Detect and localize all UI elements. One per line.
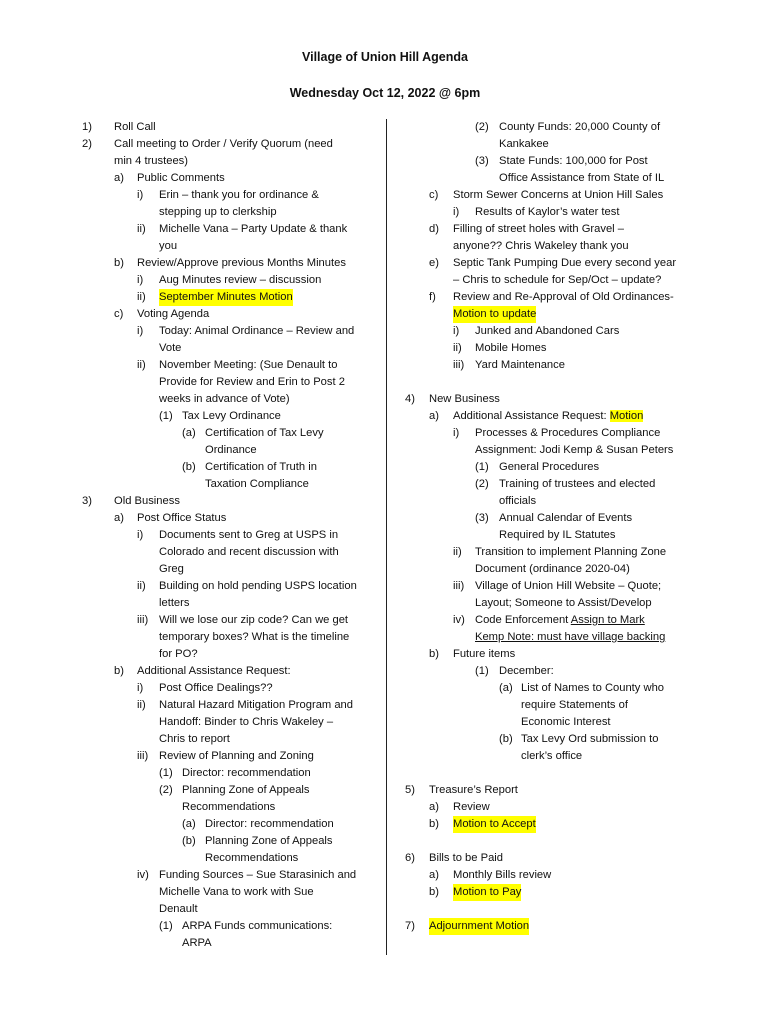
- list-text: Today: Animal Ordinance – Review and: [159, 325, 355, 337]
- agenda-item-motion-accept: [405, 816, 695, 833]
- list-text: Monthly Bills review: [453, 869, 552, 881]
- list-text: Review and Re-Approval of Old Ordinances-: [453, 291, 674, 303]
- list-marker: (2): [475, 121, 489, 133]
- list-marker: ii): [137, 223, 146, 235]
- list-text: Erin – thank you for ordinance &: [159, 189, 319, 201]
- agenda-item-street-holes: [405, 221, 695, 238]
- column-divider: [386, 119, 387, 955]
- agenda-item-state-funds: [405, 153, 695, 170]
- list-marker: a): [429, 410, 439, 422]
- agenda-item-continuation: [405, 697, 695, 714]
- agenda-item-continuation: [405, 595, 695, 612]
- list-text: Planning Zone of Appeals: [205, 835, 333, 847]
- list-text: Building on hold pending USPS location: [159, 580, 357, 592]
- list-text: Colorado and recent discussion with: [159, 546, 339, 558]
- list-text: Ordinance: [205, 444, 257, 456]
- list-text: Tax Levy Ord submission to: [521, 733, 659, 745]
- list-marker: 5): [405, 784, 415, 796]
- list-text: Storm Sewer Concerns at Union Hill Sales: [453, 189, 664, 201]
- list-marker: (a): [182, 427, 196, 439]
- list-marker: iii): [137, 614, 149, 626]
- list-text: Vote: [159, 342, 182, 354]
- list-text: min 4 trustees): [114, 155, 188, 167]
- list-text: – Chris to schedule for Sep/Oct – update?: [453, 274, 662, 286]
- list-marker: (a): [182, 818, 196, 830]
- agenda-item-voting-agenda: [82, 306, 382, 323]
- list-marker: ii): [137, 291, 146, 303]
- list-text: State Funds: 100,000 for Post: [499, 155, 648, 167]
- list-text: Provide for Review and Erin to Post 2: [159, 376, 345, 388]
- list-text: Funding Sources – Sue Starasinich and: [159, 869, 357, 881]
- agenda-item-code-enforcement: [405, 612, 695, 629]
- list-marker: 7): [405, 920, 415, 932]
- agenda-item-continuation: [405, 272, 695, 289]
- list-text: Michelle Vana to work with Sue: [159, 886, 314, 898]
- list-text: Denault: [159, 903, 198, 915]
- list-text: Greg: [159, 563, 184, 575]
- agenda-item-continuation: [405, 561, 695, 578]
- list-text: New Business: [429, 393, 500, 405]
- highlight-motion: Adjournment Motion: [429, 918, 529, 935]
- spacer: [405, 374, 695, 391]
- agenda-item-continuation: [405, 238, 695, 255]
- list-text: Planning Zone of Appeals: [182, 784, 310, 796]
- list-marker: (1): [159, 410, 173, 422]
- agenda-item-zip-code: [82, 612, 382, 629]
- agenda-item-review-minutes: [82, 255, 382, 272]
- agenda-item-continuation: [405, 714, 695, 731]
- agenda-item-zone-appeals-sub: [82, 833, 382, 850]
- list-marker: (b): [182, 835, 196, 847]
- agenda-item-november-meeting: [82, 357, 382, 374]
- list-marker: a): [429, 801, 439, 813]
- list-text: Training of trustees and elected: [499, 478, 656, 490]
- list-text: Yard Maintenance: [475, 359, 565, 371]
- agenda-item-arpa: [82, 918, 382, 935]
- agenda-item-continuation: [82, 629, 382, 646]
- agenda-item-new-business: [405, 391, 695, 408]
- agenda-item-post-office: [82, 510, 382, 527]
- list-text: Mobile Homes: [475, 342, 547, 354]
- list-text: Recommendations: [182, 801, 276, 813]
- document-title: Village of Union Hill Agenda: [302, 50, 468, 64]
- spacer: [405, 901, 695, 918]
- list-text: weeks in advance of Vote): [159, 393, 290, 405]
- list-text: Review: [453, 801, 490, 813]
- list-text: Assignment: Jodi Kemp & Susan Peters: [475, 444, 674, 456]
- list-text: Aug Minutes review – discussion: [159, 274, 322, 286]
- list-marker: ii): [453, 546, 462, 558]
- agenda-item-continuation: [82, 544, 382, 561]
- agenda-item-public-comments: [82, 170, 382, 187]
- list-marker: i): [137, 189, 144, 201]
- highlight-motion: Motion to Pay: [453, 884, 521, 901]
- agenda-item-treasurer-report: [405, 782, 695, 799]
- highlight-motion: Motion to Accept: [453, 816, 536, 833]
- agenda-item-tax-levy-submission: [405, 731, 695, 748]
- list-marker: ii): [453, 342, 462, 354]
- agenda-item-old-ordinances: [405, 289, 695, 306]
- list-text: Layout; Someone to Assist/Develop: [475, 597, 652, 609]
- agenda-item-po-dealings: [82, 680, 382, 697]
- list-marker: b): [429, 818, 439, 830]
- agenda-item-continuation: [82, 391, 382, 408]
- agenda-item-storm-sewer: [405, 187, 695, 204]
- list-marker: iii): [137, 750, 149, 762]
- spacer: [405, 765, 695, 782]
- list-text: Village of Union Hill Website – Quote;: [475, 580, 662, 592]
- list-marker: a): [114, 512, 124, 524]
- list-text: December:: [499, 665, 554, 677]
- list-text: County Funds: 20,000 County of: [499, 121, 661, 133]
- list-text: for PO?: [159, 648, 198, 660]
- list-text: Voting Agenda: [137, 308, 210, 320]
- agenda-item-yard-maintenance: [405, 357, 695, 374]
- list-text: letters: [159, 597, 190, 609]
- list-marker: ii): [137, 699, 146, 711]
- list-marker: iii): [453, 359, 465, 371]
- agenda-item-mobile-homes: [405, 340, 695, 357]
- list-marker: (1): [159, 920, 173, 932]
- agenda-item-junked-cars: [405, 323, 695, 340]
- agenda-item-roll-call: [82, 119, 382, 136]
- list-text: Processes & Procedures Compliance: [475, 427, 661, 439]
- list-text: Roll Call: [114, 121, 156, 133]
- agenda-item-continuation: [82, 935, 382, 952]
- list-marker: iv): [453, 614, 465, 626]
- list-marker: i): [453, 427, 460, 439]
- list-marker: iv): [137, 869, 149, 881]
- list-text: Future items: [453, 648, 516, 660]
- list-marker: b): [429, 886, 439, 898]
- list-marker: 1): [82, 121, 92, 133]
- list-text: General Procedures: [499, 461, 600, 473]
- agenda-item-building-hold: [82, 578, 382, 595]
- agenda-item-continuation: [82, 204, 382, 221]
- list-text: ARPA Funds communications:: [182, 920, 333, 932]
- list-text: Tax Levy Ordinance: [182, 410, 281, 422]
- agenda-item-planning-zone-transition: [405, 544, 695, 561]
- agenda-item-director-rec: [82, 765, 382, 782]
- agenda-item-continuation: [405, 629, 695, 646]
- list-text: Bills to be Paid: [429, 852, 504, 864]
- agenda-item-continuation: [82, 374, 382, 391]
- spacer: [405, 833, 695, 850]
- agenda-item-continuation: [82, 476, 382, 493]
- list-text: Post Office Status: [137, 512, 227, 524]
- agenda-item-continuation: [82, 850, 382, 867]
- list-marker: (b): [499, 733, 513, 745]
- list-text: Additional Assistance Request:: [137, 665, 291, 677]
- list-text: Natural Hazard Mitigation Program and: [159, 699, 354, 711]
- list-marker: (3): [475, 512, 489, 524]
- list-text: Review/Approve previous Months Minutes: [137, 257, 346, 269]
- left-column: [82, 119, 382, 952]
- list-marker: ii): [137, 580, 146, 592]
- agenda-item-annual-calendar: [405, 510, 695, 527]
- list-text: Results of Kaylor’s water test: [475, 206, 620, 218]
- list-marker: i): [137, 529, 144, 541]
- list-text: require Statements of: [521, 699, 628, 711]
- list-marker: d): [429, 223, 439, 235]
- agenda-item-water-test: [405, 204, 695, 221]
- list-text: Required by IL Statutes: [499, 529, 616, 541]
- list-marker: iii): [453, 580, 465, 592]
- agenda-item-training: [405, 476, 695, 493]
- list-marker: i): [137, 325, 144, 337]
- agenda-item-continuation: [405, 170, 695, 187]
- list-text: Call meeting to Order / Verify Quorum (need: [114, 138, 333, 150]
- list-marker: e): [429, 257, 439, 269]
- list-marker: a): [429, 869, 439, 881]
- agenda-item-continuation: [82, 901, 382, 918]
- list-text: November Meeting: (Sue Denault to: [159, 359, 338, 371]
- agenda-item-continuation: [82, 238, 382, 255]
- agenda-item-bills: [405, 850, 695, 867]
- list-text: Director: recommendation: [182, 767, 311, 779]
- agenda-item-usps-documents: [82, 527, 382, 544]
- list-marker: i): [137, 682, 144, 694]
- agenda-item-continuation: [405, 748, 695, 765]
- agenda-item-call-to-order: [82, 136, 382, 153]
- agenda-item-continuation: [405, 442, 695, 459]
- agenda-item-septic-tank: [405, 255, 695, 272]
- agenda-item-continuation: [405, 306, 695, 323]
- list-marker: 3): [82, 495, 92, 507]
- list-text: anyone?? Chris Wakeley thank you: [453, 240, 629, 252]
- agenda-item-continuation: [405, 527, 695, 544]
- agenda-item-michelle: [82, 221, 382, 238]
- agenda-item-continuation: [82, 799, 382, 816]
- agenda-item-animal-ordinance: [82, 323, 382, 340]
- list-text: Documents sent to Greg at USPS in: [159, 529, 339, 541]
- list-marker: 6): [405, 852, 415, 864]
- list-marker: (2): [159, 784, 173, 796]
- agenda-item-review: [405, 799, 695, 816]
- agenda-item-aug-minutes: [82, 272, 382, 289]
- list-text: Certification of Truth in: [205, 461, 317, 473]
- agenda-item-monthly-bills: [405, 867, 695, 884]
- list-text: Junked and Abandoned Cars: [475, 325, 620, 337]
- list-marker: (1): [475, 665, 489, 677]
- list-text: Kankakee: [499, 138, 549, 150]
- list-text: Certification of Tax Levy: [205, 427, 324, 439]
- list-marker: ii): [137, 359, 146, 371]
- list-marker: (1): [475, 461, 489, 473]
- agenda-item-website: [405, 578, 695, 595]
- agenda-item-erin: [82, 187, 382, 204]
- list-marker: (b): [182, 461, 196, 473]
- meeting-date: Wednesday Oct 12, 2022 @ 6pm: [289, 86, 481, 100]
- list-marker: a): [114, 172, 124, 184]
- agenda-item-continuation: [82, 561, 382, 578]
- list-marker: i): [453, 325, 460, 337]
- agenda-item-continuation: [82, 884, 382, 901]
- agenda-item-continuation: [82, 442, 382, 459]
- list-text: officials: [499, 495, 537, 507]
- list-text: Filling of street holes with Gravel –: [453, 223, 624, 235]
- list-text: Document (ordinance 2020-04): [475, 563, 630, 575]
- agenda-item-sept-minutes: [82, 289, 382, 306]
- list-text: you: [159, 240, 178, 252]
- agenda-item-continuation: [82, 340, 382, 357]
- list-marker: 4): [405, 393, 415, 405]
- list-text: Kemp Note: must have village backing: [475, 631, 666, 643]
- agenda-item-adjournment: [405, 918, 695, 935]
- list-marker: (2): [475, 478, 489, 490]
- agenda-item-continuation: [82, 714, 382, 731]
- agenda-item-tax-levy: [82, 408, 382, 425]
- agenda-item-zone-appeals: [82, 782, 382, 799]
- agenda-item-processes: [405, 425, 695, 442]
- list-marker: c): [429, 189, 439, 201]
- list-text: Annual Calendar of Events: [499, 512, 633, 524]
- list-text: clerk’s office: [521, 750, 583, 762]
- list-text: temporary boxes? What is the timeline: [159, 631, 350, 643]
- list-marker: b): [114, 257, 124, 269]
- list-text: Post Office Dealings??: [159, 682, 273, 694]
- list-marker: 2): [82, 138, 92, 150]
- list-text: Office Assistance from State of IL: [499, 172, 665, 184]
- list-marker: b): [114, 665, 124, 677]
- agenda-item-funding-sources: [82, 867, 382, 884]
- agenda-item-future-items: [405, 646, 695, 663]
- agenda-item-continuation: [82, 646, 382, 663]
- list-text: Treasure’s Report: [429, 784, 518, 796]
- list-text: Taxation Compliance: [205, 478, 309, 490]
- list-marker: b): [429, 648, 439, 660]
- list-text: Public Comments: [137, 172, 225, 184]
- list-text: Chris to report: [159, 733, 230, 745]
- list-text: stepping up to clerkship: [159, 206, 277, 218]
- list-text: Will we lose our zip code? Can we get: [159, 614, 349, 626]
- list-text: Recommendations: [205, 852, 299, 864]
- highlight-motion: September Minutes Motion: [159, 289, 293, 306]
- agenda-item-cert-truth: [82, 459, 382, 476]
- list-text: Septic Tank Pumping Due every second year: [453, 257, 677, 269]
- list-marker: (1): [159, 767, 173, 779]
- agenda-item-general-procedures: [405, 459, 695, 476]
- list-text: List of Names to County who: [521, 682, 665, 694]
- list-text: Additional Assistance Request: Motion: [453, 410, 644, 422]
- list-marker: i): [453, 206, 460, 218]
- highlight-motion: Motion: [609, 410, 644, 422]
- list-text: Economic Interest: [521, 716, 611, 728]
- agenda-item-assistance-motion: [405, 408, 695, 425]
- list-text: Handoff: Binder to Chris Wakeley –: [159, 716, 334, 728]
- agenda-item-cert-tax-levy: [82, 425, 382, 442]
- agenda-item-assistance-request: [82, 663, 382, 680]
- agenda-item-continuation: [82, 731, 382, 748]
- list-marker: i): [137, 274, 144, 286]
- list-marker: c): [114, 308, 124, 320]
- list-text: Director: recommendation: [205, 818, 334, 830]
- agenda-item-continuation: [82, 153, 382, 170]
- list-text: Michelle Vana – Party Update & thank: [159, 223, 348, 235]
- list-text: Code Enforcement Assign to Mark: [475, 614, 645, 626]
- list-text: ARPA: [182, 937, 212, 949]
- agenda-item-planning-zoning: [82, 748, 382, 765]
- agenda-item-continuation: [82, 595, 382, 612]
- agenda-item-motion-pay: [405, 884, 695, 901]
- list-marker: (3): [475, 155, 489, 167]
- list-text: Review of Planning and Zoning: [159, 750, 314, 762]
- highlight-motion: Motion to update: [453, 306, 536, 323]
- agenda-item-director-rec-sub: [82, 816, 382, 833]
- agenda-item-hazard-mitigation: [82, 697, 382, 714]
- right-column: [405, 119, 695, 935]
- agenda-item-county-funds: [405, 119, 695, 136]
- list-marker: f): [429, 291, 436, 303]
- agenda-item-continuation: [405, 136, 695, 153]
- agenda-item-old-business: [82, 493, 382, 510]
- agenda-item-continuation: [405, 493, 695, 510]
- agenda-item-december: [405, 663, 695, 680]
- list-text: Transition to implement Planning Zone: [475, 546, 667, 558]
- list-text: Old Business: [114, 495, 180, 507]
- list-marker: (a): [499, 682, 513, 694]
- agenda-item-county-names: [405, 680, 695, 697]
